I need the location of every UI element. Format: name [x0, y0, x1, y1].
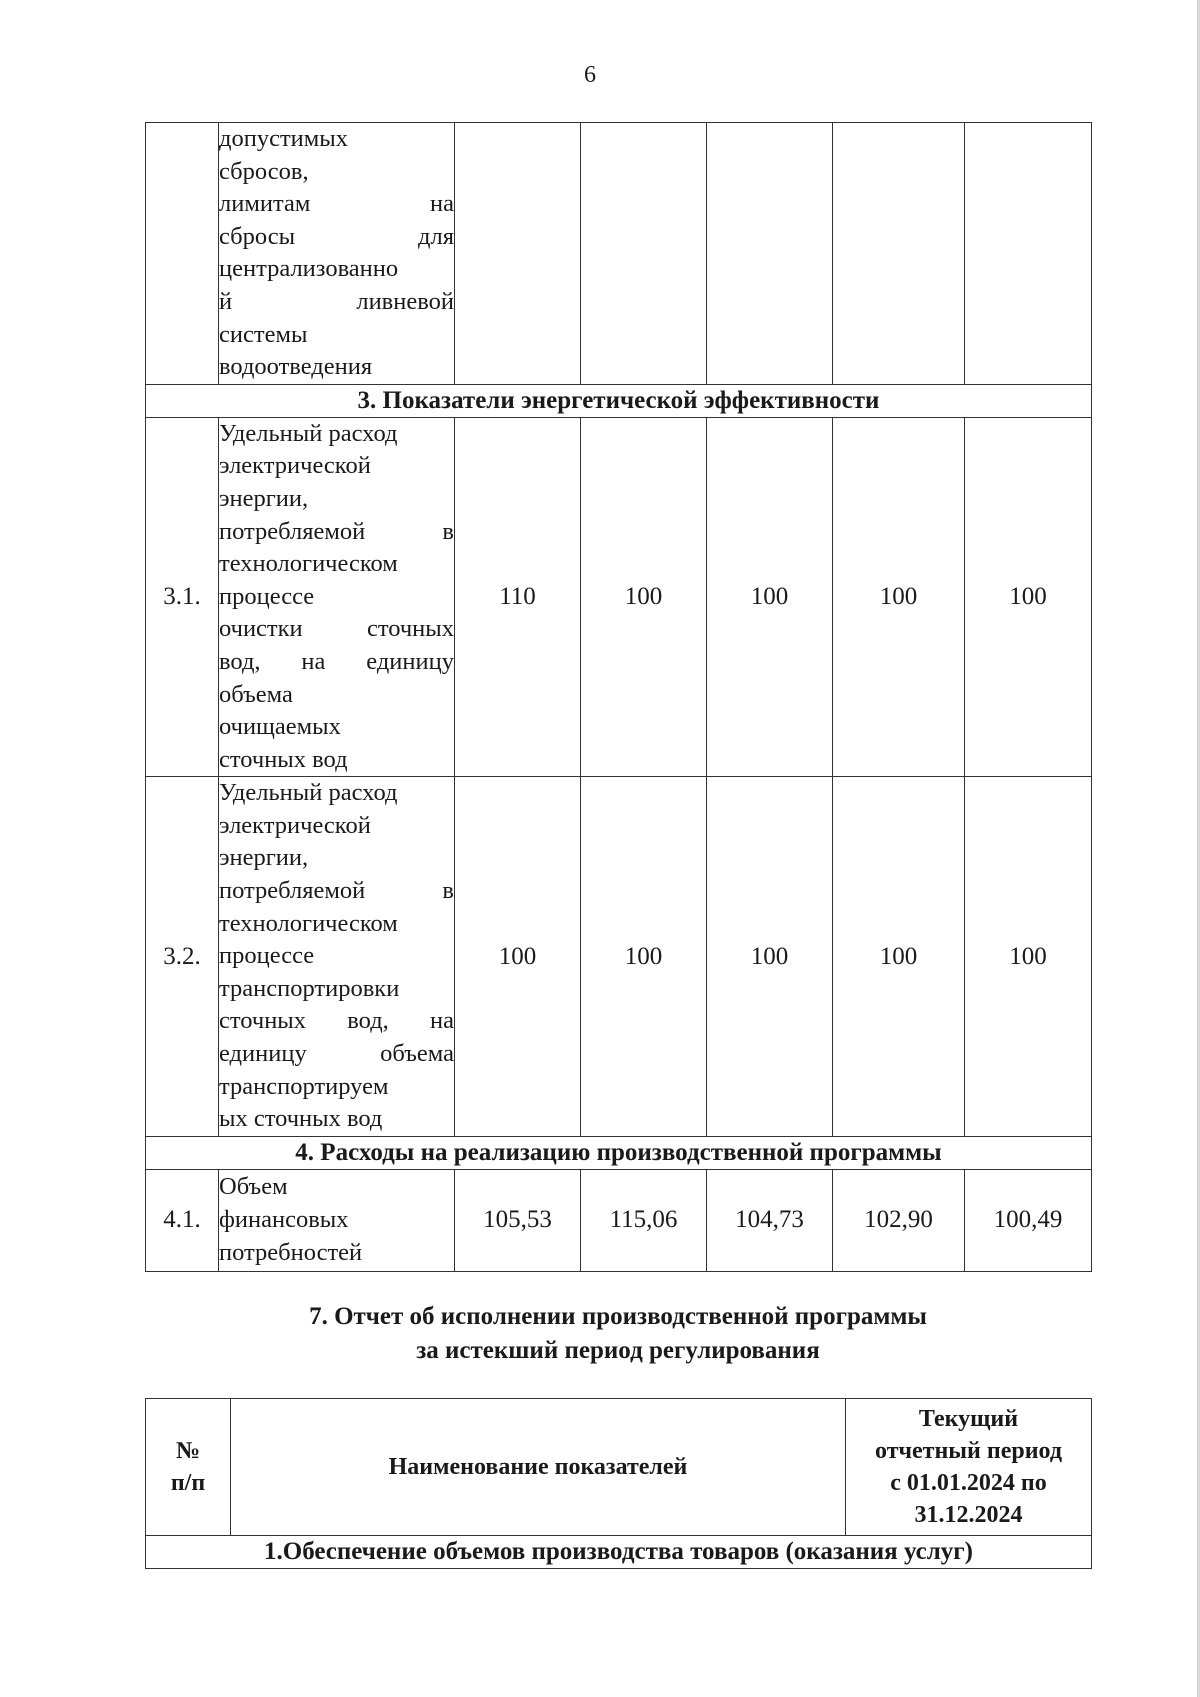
report-title-line-1: 7. Отчет об исполнении производственной программы — [309, 1303, 927, 1330]
value-cell: 115,06 — [581, 1169, 707, 1271]
section-header-row — [146, 1536, 1092, 1569]
indicators-table — [145, 122, 1092, 1272]
table-row — [146, 417, 1092, 777]
value-cell: 100 — [833, 417, 965, 777]
page-number: 6 — [584, 62, 596, 88]
value-cell: 100,49 — [965, 1169, 1092, 1271]
report-title-line-2: за истекший период регулирования — [416, 1337, 820, 1364]
name-column-header: Наименование показателей — [231, 1399, 846, 1536]
row-index: 3.2. — [146, 777, 219, 1137]
value-cell — [965, 123, 1092, 385]
row-index: 4.1. — [146, 1169, 219, 1271]
index-cell — [146, 123, 219, 385]
indicator-name: Удельный расход электрической энергии, потребляемой в технологическом процессе очистки сточных вод, на единицу объема очищаемых сточных вод — [219, 417, 455, 777]
value-cell: 102,90 — [833, 1169, 965, 1271]
period-column-header: Текущий отчетный период с 01.01.2024 по 31.12.2024 — [846, 1399, 1092, 1536]
value-cell: 100 — [833, 777, 965, 1137]
header-row — [146, 1399, 1092, 1536]
section-header-row — [146, 1136, 1092, 1169]
indicator-name: допустимых сбросов, лимитам на сбросы для централизованно й ливневой системы водоотведения — [219, 123, 455, 385]
value-cell: 100 — [965, 417, 1092, 777]
section-3-title: 3. Показатели энергетической эффективности — [146, 384, 1092, 417]
value-cell: 100 — [455, 777, 581, 1137]
value-cell — [581, 123, 707, 385]
value-cell: 104,73 — [707, 1169, 833, 1271]
indicator-name: Удельный расход электрической энергии, потребляемой в технологическом процессе транспортировки сточных вод, на единицу объема транспортируем ых сточных вод — [219, 777, 455, 1137]
value-cell: 100 — [581, 417, 707, 777]
value-cell: 110 — [455, 417, 581, 777]
indicator-name: Объем финансовых потребностей — [219, 1169, 455, 1271]
number-column-header: № п/п — [146, 1399, 231, 1536]
value-cell: 100 — [707, 777, 833, 1137]
value-cell: 100 — [581, 777, 707, 1137]
table-row — [146, 777, 1092, 1137]
value-cell: 100 — [965, 777, 1092, 1137]
report-table — [145, 1398, 1092, 1569]
value-cell: 100 — [707, 417, 833, 777]
section-4-title: 4. Расходы на реализацию производственной программы — [146, 1136, 1092, 1169]
continued-row — [146, 123, 1092, 385]
value-cell — [455, 123, 581, 385]
value-cell — [833, 123, 965, 385]
section-1-title: 1.Обеспечение объемов производства товаров (оказания услуг) — [146, 1536, 1092, 1569]
value-cell: 105,53 — [455, 1169, 581, 1271]
value-cell — [707, 123, 833, 385]
report-title — [145, 1300, 1091, 1368]
row-index: 3.1. — [146, 417, 219, 777]
table-row — [146, 1169, 1092, 1271]
section-header-row — [146, 384, 1092, 417]
